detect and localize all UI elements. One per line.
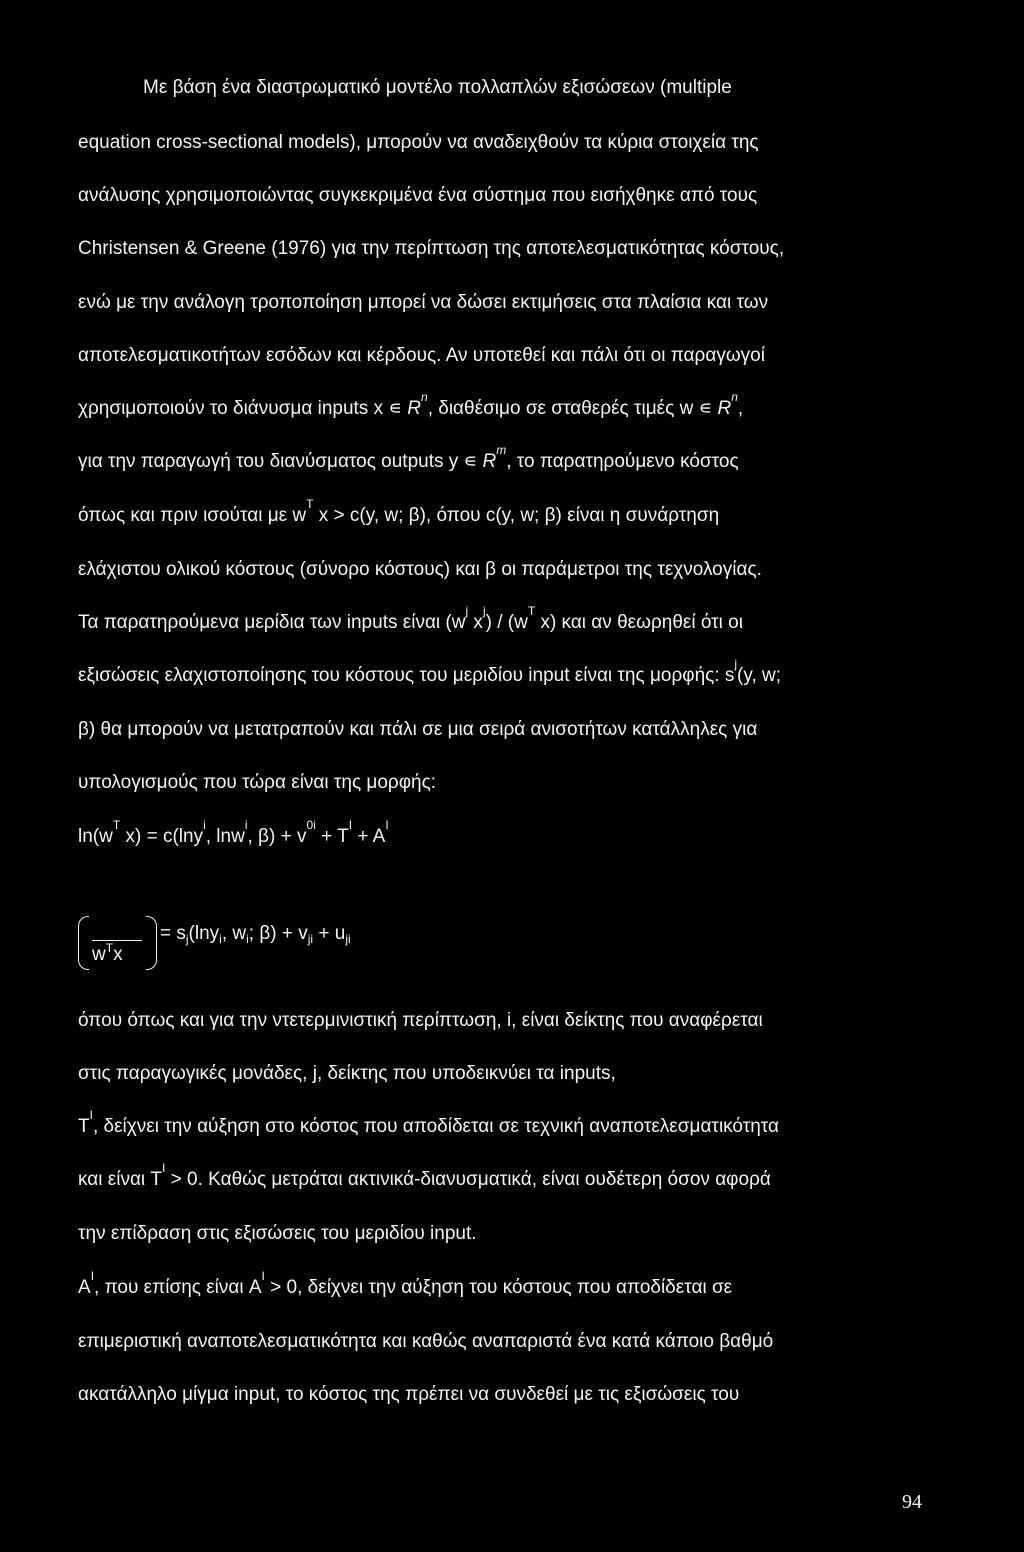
subscript: j: [185, 932, 189, 946]
subscript: 0i: [306, 818, 316, 832]
text: , διαθέσιμο σε σταθερές τιμές w ∊: [427, 398, 718, 419]
superscript: T: [105, 941, 114, 955]
text: Τα παρατηρούμενα μερίδια των inputs είναι (w: [78, 612, 466, 633]
math-text: = s: [160, 923, 186, 944]
math-text: ; β) + v: [248, 923, 308, 944]
superscript: n: [421, 390, 428, 404]
text: ενώ με την ανάλογη τροποποίηση μπορεί να δώσει εκτιμήσεις στα πλαίσια και των: [78, 292, 769, 313]
fraction-denominator: [92, 941, 123, 966]
subscript: I: [261, 1269, 265, 1283]
superscript: T: [112, 818, 121, 832]
left-parenthesis: [78, 916, 89, 970]
text: στις παραγωγικές μονάδες, j, δείκτης που υποδεικνύει τα inputs,: [78, 1063, 616, 1084]
superscript: T: [306, 497, 314, 511]
math-text: x) = c(lny: [120, 826, 204, 847]
math-symbol: R: [482, 451, 497, 472]
text: χρησιμοποιούν το διάνυσμα inputs x ∊: [78, 398, 408, 419]
text: ) / (w: [485, 612, 528, 633]
subscript: i: [203, 818, 206, 832]
math-text: + u: [313, 923, 346, 944]
text: (y, w;: [737, 665, 782, 686]
text: αποτελεσματικοτήτων εσόδων και κέρδους. Αν υποτεθεί και πάλι ότι οι παραγωγοί: [78, 345, 765, 366]
text: T: [78, 1116, 90, 1137]
text: , το παρατηρούμενο κόστος: [506, 451, 739, 472]
superscript: m: [496, 443, 507, 457]
text-line: [78, 184, 935, 208]
text: > 0, δείχνει την αύξηση του κόστους που αποδίδεται σε: [264, 1277, 733, 1298]
text: x: [468, 612, 483, 633]
text-line: [78, 237, 935, 261]
subscript: ji: [307, 932, 314, 946]
math-text: x: [113, 944, 123, 965]
text-line: [78, 1330, 935, 1354]
text: υπολογισμούς που τώρα είναι της μορφής:: [78, 772, 437, 793]
text: Με βάση ένα διαστρωματικό μοντέλο πολλαπλών εξισώσεων (multiple: [143, 77, 732, 98]
math-symbol: R: [717, 398, 732, 419]
subscript: I: [90, 1269, 95, 1283]
text-line: [78, 718, 935, 742]
page-number: 94: [902, 1491, 922, 1513]
fraction-bar: [92, 940, 142, 941]
text-line: [78, 1269, 935, 1300]
text-line: [78, 1161, 935, 1192]
math-text: , w: [221, 923, 247, 944]
text-line: [78, 1222, 935, 1246]
subscript: I: [348, 818, 353, 832]
text: , που επίσης είναι A: [94, 1277, 262, 1298]
text-line: [78, 131, 935, 155]
text-line: [143, 76, 935, 100]
subscript: j: [734, 657, 738, 671]
subscript: j: [465, 604, 469, 618]
text-line: [78, 558, 935, 582]
math-text: (lny: [188, 923, 220, 944]
text: A: [78, 1277, 91, 1298]
text: equation cross-sectional models), μπορούν να αναδειχθούν τα κύρια στοιχεία της: [78, 132, 759, 153]
subscript: ji: [345, 932, 351, 946]
text-line: [78, 604, 935, 635]
math-text: , lnw: [205, 826, 245, 847]
text-line: [78, 1108, 935, 1139]
text: όπως και πριν ισούται με w: [78, 505, 307, 526]
text: ανάλυσης χρησιμοποιώντας συγκεκριμένα ένα σύστημα που εισήχθηκε από τους: [78, 185, 758, 206]
text: εξισώσεις ελαχιστοποίησης του κόστους του μεριδίου input είναι της μορφής: s: [78, 665, 735, 686]
text: και είναι T: [78, 1169, 163, 1190]
math-text: + T: [315, 826, 349, 847]
text-line: [78, 1062, 935, 1086]
text-line: [78, 1009, 935, 1033]
subscript: i: [219, 932, 222, 946]
math-symbol: R: [407, 398, 422, 419]
equation-share-fraction: [78, 916, 158, 972]
text: > 0. Καθώς μετράται ακτινικά-διανυσματικά, είναι ουδέτερη όσον αφορά: [165, 1169, 771, 1190]
text: ,: [737, 398, 744, 419]
text: x) και αν θεωρηθεί ότι οι: [535, 612, 743, 633]
text: ελάχιστου ολικού κόστους (σύνορο κόστους) και β οι παράμετροι της τεχνολογίας.: [78, 559, 762, 580]
text-line: [78, 1383, 935, 1407]
text-line: [78, 497, 935, 528]
text: όπου όπως και για την ντετερμινιστική περίπτωση, i, είναι δείκτης που αναφέρεται: [78, 1010, 763, 1031]
equation-share-rhs: [160, 922, 351, 946]
text: β) θα μπορούν να μετατραπούν και πάλι σε μια σειρά ανισοτήτων κατάλληλες για: [78, 719, 758, 740]
text: ακατάλληλο μίγμα input, το κόστος της πρέπει να συνδεθεί με τις εξισώσεις του: [78, 1384, 740, 1405]
text: την επίδραση στις εξισώσεις του μεριδίου input.: [78, 1223, 477, 1244]
math-text: ln(w: [78, 826, 113, 847]
text: Christensen & Greene (1976) για την περίπτωση της αποτελεσματικότητας κόστους,: [78, 238, 785, 259]
text-line: [78, 291, 935, 315]
text-line: [78, 390, 935, 421]
superscript: T: [527, 604, 536, 618]
subscript: I: [89, 1108, 93, 1122]
text: επιμεριστική αναποτελεσματικότητα και καθώς αναπαριστά ένα κατά κάποιο βαθμό: [78, 1331, 774, 1352]
text: , δείχνει την αύξηση στο κόστος που αποδίδεται σε τεχνική αναποτελεσματικότητα: [92, 1116, 780, 1137]
subscript: j: [482, 604, 486, 618]
math-text: w: [92, 944, 106, 965]
subscript: i: [244, 818, 248, 832]
math-text: , β) + v: [247, 826, 307, 847]
superscript: n: [731, 390, 738, 404]
subscript: I: [162, 1161, 166, 1175]
subscript: i: [246, 932, 249, 946]
text-line: [78, 443, 935, 474]
equation-cost: [78, 818, 935, 849]
text-line: [78, 344, 935, 368]
text-line: [78, 771, 935, 795]
text: x > c(y, w; β), όπου c(y, w; β) είναι η συνάρτηση: [313, 505, 720, 526]
text: για την παραγωγή του διανύσματος outputs y ∊: [78, 451, 483, 472]
right-parenthesis: [146, 916, 157, 970]
subscript: I: [385, 818, 389, 832]
text-line: [78, 657, 935, 688]
math-text: + A: [352, 826, 386, 847]
